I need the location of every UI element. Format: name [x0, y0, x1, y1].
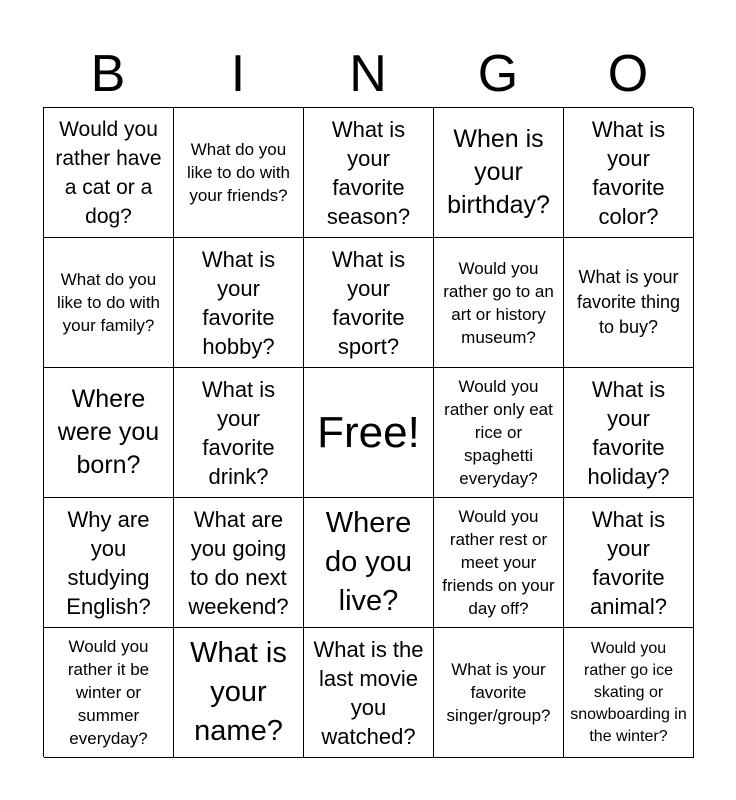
cell-text: What is your favorite color?	[591, 116, 666, 229]
bingo-cell[interactable]	[564, 368, 694, 498]
bingo-cell[interactable]	[174, 628, 304, 758]
bingo-cell[interactable]	[434, 238, 564, 368]
cell-text: Would you rather have a cat or a dog?	[55, 117, 162, 228]
bingo-cell[interactable]	[44, 368, 174, 498]
free-space-text: Free!	[317, 407, 420, 457]
free-space-cell[interactable]	[304, 368, 434, 498]
cell-text: Where do you live?	[324, 507, 413, 617]
bingo-cell[interactable]	[44, 238, 174, 368]
bingo-cell[interactable]	[434, 628, 564, 758]
bingo-cell[interactable]	[434, 108, 564, 238]
header-letter-n: N	[349, 45, 387, 103]
bingo-cell[interactable]	[564, 498, 694, 628]
bingo-header	[43, 42, 693, 106]
cell-text: Would you rather go to an art or history museum?	[443, 258, 554, 347]
cell-text: What is your favorite hobby?	[201, 246, 276, 359]
cell-text: What is your favorite thing to buy?	[576, 267, 681, 337]
header-letter-g: G	[477, 45, 519, 103]
bingo-cell[interactable]	[174, 238, 304, 368]
cell-text: What is the last movie you watched?	[313, 636, 424, 749]
cell-text: What do you like to do with your family?	[57, 270, 160, 335]
cell-text: What is your favorite drink?	[201, 376, 276, 489]
bingo-cell[interactable]	[434, 498, 564, 628]
bingo-cell[interactable]	[564, 628, 694, 758]
cell-text: What is your favorite sport?	[331, 246, 406, 359]
cell-text: What is your favorite animal?	[589, 506, 668, 619]
cell-text: Where were you born?	[57, 385, 160, 479]
bingo-cell[interactable]	[44, 498, 174, 628]
bingo-cell[interactable]	[174, 368, 304, 498]
bingo-cell[interactable]	[304, 628, 434, 758]
cell-text: What is your favorite singer/group?	[446, 660, 551, 725]
bingo-cell[interactable]	[434, 368, 564, 498]
bingo-cell[interactable]	[174, 498, 304, 628]
cell-text: When is your birthday?	[447, 125, 550, 219]
bingo-cell[interactable]	[304, 108, 434, 238]
bingo-cell[interactable]	[44, 628, 174, 758]
bingo-cell[interactable]	[564, 108, 694, 238]
bingo-cell[interactable]	[44, 108, 174, 238]
cell-text: What is your favorite holiday?	[587, 376, 670, 489]
cell-text: What are you going to do next weekend?	[188, 506, 289, 619]
cell-text: Would you rather rest or meet your friends on your day off?	[442, 507, 555, 618]
bingo-cell[interactable]	[304, 498, 434, 628]
header-letter-i: I	[230, 45, 246, 103]
cell-text: Why are you studying English?	[66, 506, 151, 619]
bingo-cell[interactable]	[174, 108, 304, 238]
bingo-board	[43, 107, 693, 757]
header-letter-o: O	[607, 45, 649, 103]
bingo-cell[interactable]	[564, 238, 694, 368]
cell-text: Would you rather it be winter or summer everyday?	[67, 637, 150, 748]
cell-text: Would you rather go ice skating or snowboarding in the winter?	[570, 639, 687, 745]
cell-text: What is your name?	[190, 637, 287, 747]
cell-text: What do you like to do with your friends?	[187, 140, 290, 205]
header-letter-b: B	[90, 45, 126, 103]
cell-text: Would you rather only eat rice or spaghetti everyday?	[444, 377, 553, 488]
bingo-cell[interactable]	[304, 238, 434, 368]
cell-text: What is your favorite season?	[326, 116, 411, 229]
